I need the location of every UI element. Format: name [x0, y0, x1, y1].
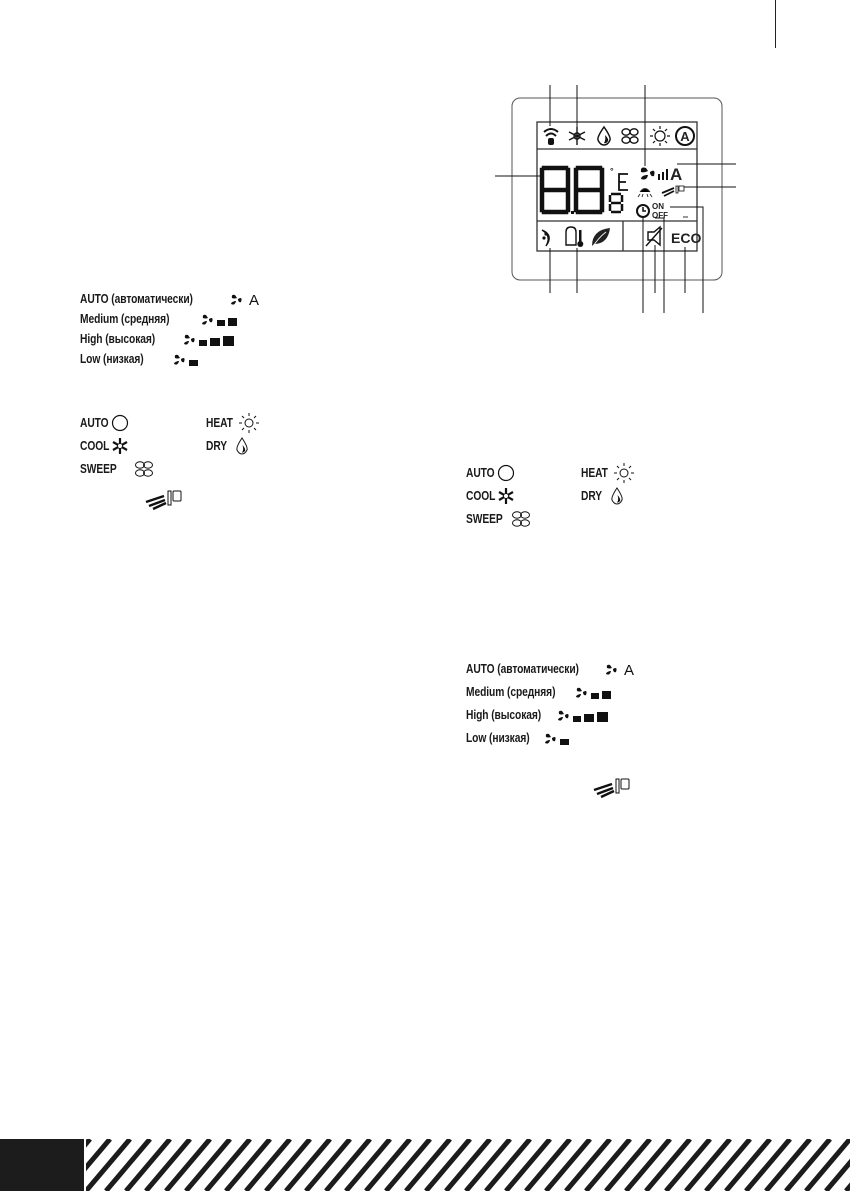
stripe	[386, 1139, 430, 1191]
stripe	[786, 1139, 830, 1191]
stripe	[686, 1139, 730, 1191]
drop-icon	[609, 486, 625, 506]
stripe	[586, 1139, 630, 1191]
fan-speed-row-medium	[80, 310, 189, 328]
fan-outline-icon	[511, 510, 531, 528]
stripe	[526, 1139, 570, 1191]
signal-icon	[544, 129, 558, 145]
fan-low-icon	[543, 731, 579, 747]
stripe	[426, 1139, 470, 1191]
eco-label: ECO	[671, 230, 702, 246]
temp-letter-e	[619, 174, 628, 190]
fan-speed-row-auto	[466, 660, 604, 678]
fan-speed-row-low	[466, 729, 544, 747]
footer-stripes	[86, 1139, 850, 1191]
fan-high-icon	[182, 332, 246, 348]
snowflake-icon	[569, 127, 585, 145]
svg-text:A: A	[670, 165, 683, 184]
swing-louver-icon	[144, 488, 184, 512]
fan-speed-label: AUTO (автоматически)	[80, 292, 193, 306]
mode-label: COOL	[80, 439, 110, 453]
mode-auto	[466, 464, 501, 482]
fan-speed-row-medium	[466, 683, 575, 701]
stripe	[226, 1139, 270, 1191]
leaf-icon	[592, 228, 610, 248]
fan-speed-row-auto	[80, 290, 218, 308]
stripe	[726, 1139, 770, 1191]
mode-label: COOL	[466, 489, 496, 503]
stripe	[506, 1139, 550, 1191]
stripe	[806, 1139, 850, 1191]
display-diagram	[480, 80, 750, 320]
clock-icon	[637, 205, 649, 217]
stripe	[266, 1139, 310, 1191]
drop-icon	[598, 127, 610, 145]
mute-icon	[646, 227, 662, 246]
fan-speed-label: High (высокая)	[466, 708, 542, 722]
fan-speed-label: Medium (средняя)	[80, 312, 170, 326]
fan-speed-label: High (высокая)	[80, 332, 156, 346]
stripe	[166, 1139, 210, 1191]
stripe	[766, 1139, 810, 1191]
mode-label: AUTO	[80, 416, 109, 430]
fan-outline-icon	[134, 460, 154, 478]
mode-label: HEAT	[206, 416, 233, 430]
decimal-point	[571, 211, 574, 214]
mode-heat	[581, 464, 614, 482]
fan-icon	[622, 129, 638, 143]
fan-speed-indicator	[641, 165, 682, 184]
stripe	[246, 1139, 290, 1191]
stripe	[206, 1139, 250, 1191]
stripe	[446, 1139, 490, 1191]
stripe	[366, 1139, 410, 1191]
stripe	[546, 1139, 590, 1191]
fan-speed-label: AUTO (автоматически)	[466, 662, 579, 676]
stripe	[646, 1139, 690, 1191]
svg-text:A: A	[624, 662, 635, 679]
stripe	[746, 1139, 790, 1191]
mode-auto	[80, 414, 115, 432]
crop-mark	[775, 0, 776, 48]
mode-dry	[206, 437, 232, 455]
temperature-digits	[542, 168, 602, 212]
sun-icon	[650, 126, 670, 146]
stripe	[666, 1139, 710, 1191]
fan-auto-icon	[604, 662, 640, 678]
mode-label: HEAT	[581, 466, 608, 480]
svg-text:A: A	[249, 292, 260, 309]
circle-icon	[111, 414, 129, 432]
ifeel-thermometer-icon	[566, 227, 583, 247]
swing-louver-icon	[592, 776, 632, 800]
auto-a-icon	[676, 127, 694, 145]
mode-label: SWEEP	[80, 462, 117, 476]
fan-low-icon	[172, 352, 208, 368]
fan-medium-icon	[200, 312, 248, 328]
mode-label: SWEEP	[466, 512, 503, 526]
mode-label: DRY	[581, 489, 603, 503]
timer-on-label: ON	[652, 202, 664, 211]
snowflake-icon	[497, 487, 515, 505]
stripe	[566, 1139, 610, 1191]
fan-high-icon	[556, 708, 620, 724]
sleep-icon	[542, 230, 549, 246]
sun-icon	[238, 412, 260, 434]
svg-text:A: A	[680, 129, 690, 144]
callout-lines	[495, 85, 736, 313]
footer-block	[0, 1139, 84, 1191]
mode-label: AUTO	[466, 466, 495, 480]
fan-speed-row-high	[466, 706, 558, 724]
fan-speed-label: Medium (средняя)	[466, 685, 556, 699]
stripe	[126, 1139, 170, 1191]
stripe	[706, 1139, 750, 1191]
stripe	[466, 1139, 510, 1191]
mode-sweep	[80, 460, 125, 478]
louver-horizontal-icon	[662, 186, 684, 196]
stripe	[406, 1139, 450, 1191]
snowflake-icon	[111, 437, 129, 455]
fan-auto-icon	[229, 292, 265, 308]
mode-label: DRY	[206, 439, 228, 453]
stripe	[486, 1139, 530, 1191]
stripe	[346, 1139, 390, 1191]
stripe	[326, 1139, 370, 1191]
mode-dry	[581, 487, 607, 505]
timer-off-label: OFF	[652, 211, 668, 220]
temp-unit-degree: °	[610, 166, 614, 176]
stripe	[286, 1139, 330, 1191]
fan-speed-label: Low (низкая)	[466, 731, 530, 745]
stripe	[106, 1139, 150, 1191]
circle-icon	[497, 464, 515, 482]
stripe	[186, 1139, 230, 1191]
stripe	[86, 1139, 130, 1191]
louver-vertical-icon	[638, 189, 652, 198]
stripe	[306, 1139, 350, 1191]
small-digit	[610, 194, 622, 212]
sun-icon	[613, 462, 635, 484]
fan-medium-icon	[574, 685, 622, 701]
fan-speed-label: Low (низкая)	[80, 352, 144, 366]
fan-speed-row-low	[80, 350, 158, 368]
mode-heat	[206, 414, 239, 432]
mode-sweep	[466, 510, 511, 528]
stripe	[626, 1139, 670, 1191]
stripe	[146, 1139, 190, 1191]
drop-icon	[234, 436, 250, 456]
stripe	[606, 1139, 650, 1191]
fan-speed-row-high	[80, 330, 172, 348]
